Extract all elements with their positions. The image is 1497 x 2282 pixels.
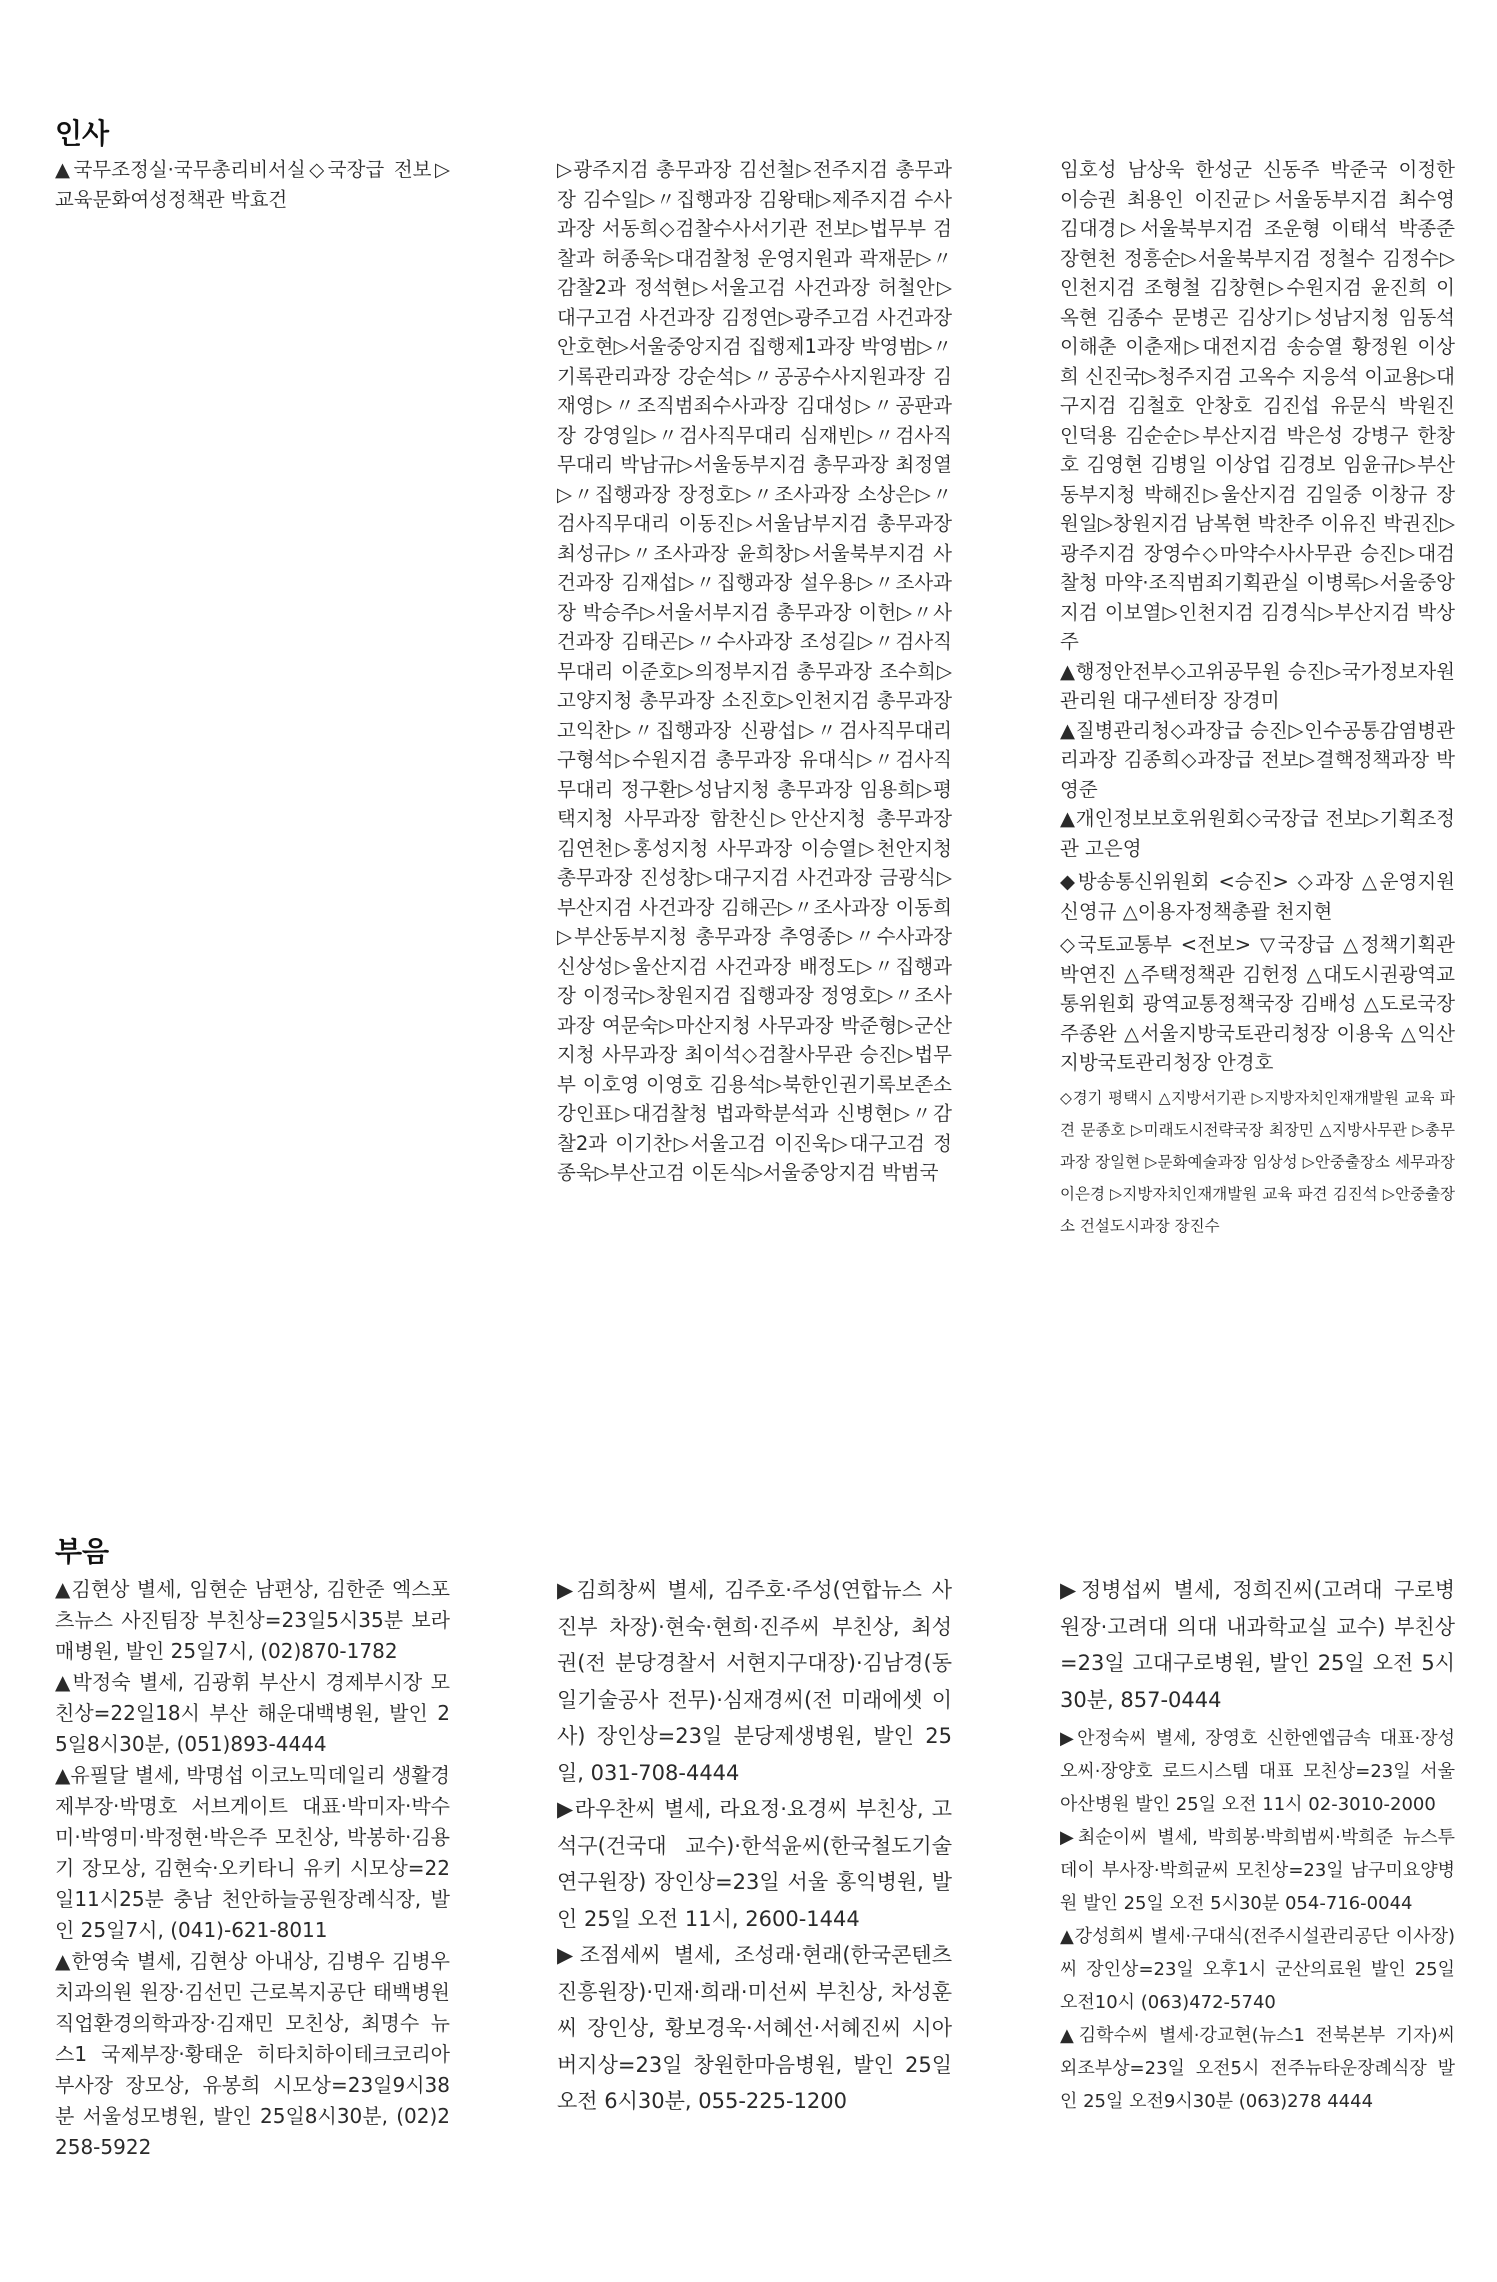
- bueum-entry: ▶정병섭씨 별세, 정희진씨(고려대 구로병원장·고려대 의대 내과학교실 교수) 부친상=23일 고대구로병원, 발인 25일 오전 5시30분, 857-0444: [1060, 1578, 1455, 1712]
- bueum-entry: ▲유필달 별세, 박명섭 이코노믹데일리 생활경제부장·박명호 서브게이트 대표·박미자·박수미·박영미·박정현·박은주 모친상, 박봉하·김용기 장모상, 김현숙·오키타니 유키 시모상=22일11시25분 충남 천안하늘공원장례식장, 발인 25일7시, (041)-621-8011: [55, 1763, 450, 1942]
- bueum-column-3: [1060, 1572, 1455, 2118]
- insa-entry: ▲개인정보보호위원회◇국장급 전보▷기획조정관 고은영: [1060, 807, 1455, 860]
- insa-entry: ◆방송통신위원회 <승진> ◇과장 △운영지원 신영규 △이용자정책총괄 천지현: [1060, 870, 1455, 923]
- insa-entry: ▷광주지검 총무과장 김선철▷전주지검 총무과장 김수일▷〃집행과장 김왕태▷제주지검 수사과장 서동희◇검찰수사서기관 전보▷법무부 검찰과 허종욱▷대검찰청 운영지원과 곽재문▷〃감찰2과 정석현▷서울고검 사건과장 허철안▷대구고검 사건과장 김정연▷광주고검 사건과장 안호현▷서울중앙지검 집행제1과장 박영범▷〃기록관리과장 강순석▷〃공공수사지원과장 김재영▷〃조직범죄수사과장 김대성▷〃공판과장 강영일▷〃검사직무대리 심재빈▷〃검사직무대리 박남규▷서울동부지검 총무과장 최정열▷〃집행과장 장정호▷〃조사과장 소상은▷〃검사직무대리 이동진▷서울남부지검 총무과장 최성규▷〃조사과장 윤희창▷서울북부지검 사건과장 김재섭▷〃집행과장 설우용▷〃조사과장 박승주▷서울서부지검 총무과장 이헌▷〃사건과장 김태곤▷〃수사과장 조성길▷〃검사직무대리 이준호▷의정부지검 총무과장 조수희▷고양지청 총무과장 소진호▷인천지검 총무과장 고익찬▷〃집행과장 신광섭▷〃검사직무대리 구형석▷수원지검 총무과장 유대식▷〃검사직무대리 정구환▷성남지청 총무과장 임용희▷평택지청 사무과장 함찬신▷안산지청 총무과장 김연천▷홍성지청 사무과장 이승열▷천안지청 총무과장 진성창▷대구지검 사건과장 금광식▷부산지검 사건과장 김해곤▷〃조사과장 이동희▷부산동부지청 총무과장 추영종▷〃수사과장 신상성▷울산지검 사건과장 배정도▷〃집행과장 이정국▷창원지검 집행과장 정영호▷〃조사과장 여문숙▷마산지청 사무과장 박준형▷군산지청 사무과장 최이석◇검찰사무관 승진▷법무부 이호영 이영호 김용석▷북한인권기록보존소 강인표▷대검찰청 법과학분석과 신병현▷〃감찰2과 이기찬▷서울고검 이진욱▷대구고검 정종욱▷부산고검 이돈식▷서울중앙지검 박범국: [557, 158, 952, 1184]
- bueum-column-2: [557, 1572, 952, 2120]
- insa-entry: ▲행정안전부◇고위공무원 승진▷국가정보자원관리원 대구센터장 장경미: [1060, 659, 1455, 712]
- bueum-entry: ▶김희창씨 별세, 김주호·주성(연합뉴스 사진부 차장)·현숙·현희·진주씨 부친상, 최성권(전 분당경찰서 서현지구대장)·김남경(동일기술공사 전무)·심재경씨(전 미래에셋 이사) 장인상=23일 분당제생병원, 발인 25일, 031-708-4444: [557, 1578, 952, 1785]
- bueum-entry: ▲박정숙 별세, 김광휘 부산시 경제부시장 모친상=22일18시 부산 해운대백병원, 발인 25일8시30분, (051)893-4444: [55, 1670, 450, 1756]
- bueum-entry: ▶최순이씨 별세, 박희봉·박희범씨·박희준 뉴스투데이 부사장·박희균씨 모친상=23일 남구미요양병원 발인 25일 오전 5시30분 054-716-0044: [1060, 1827, 1455, 1914]
- bueum-entry: ▲김현상 별세, 임현순 남편상, 김한준 엑스포츠뉴스 사진팀장 부친상=23일5시35분 보라매병원, 발인 25일7시, (02)870-1782: [55, 1577, 450, 1663]
- section-title-insa: 인사: [55, 117, 110, 150]
- bueum-entry: ▲강성희씨 별세·구대식(전주시설관리공단 이사장)씨 장인상=23일 오후1시 군산의료원 발인 25일 오전10시 (063)472-5740: [1060, 1926, 1455, 2013]
- insa-entry: ▲질병관리청◇과장급 승진▷인수공통감염병관리과장 김종희◇과장급 전보▷결핵정책과장 박영준: [1060, 718, 1455, 801]
- bueum-entry: ▶안정숙씨 별세, 장영호 신한엔엡금속 대표·장성오씨·장양호 로드시스템 대표 모친상=23일 서울아산병원 발인 25일 오전 11시 02-3010-2000: [1060, 1728, 1455, 1815]
- bueum-column-1: [55, 1574, 450, 2163]
- insa-entry: ▲국무조정실·국무총리비서실◇국장급 전보▷교육문화여성정책관 박효건: [55, 158, 450, 211]
- bueum-entry: ▲김학수씨 별세·강교현(뉴스1 전북본부 기자)씨 외조부상=23일 오전5시 전주뉴타운장례식장 발인 25일 오전9시30분 (063)278 4444: [1060, 2025, 1455, 2112]
- bueum-entry: ▶조점세씨 별세, 조성래·현래(한국콘텐츠진흥원장)·민재·희래·미선씨 부친상, 차성훈씨 장인상, 황보경욱·서혜선·서혜진씨 시아버지상=23일 창원한마음병원, 발인 25일 오전 6시30분, 055-225-1200: [557, 1943, 952, 2113]
- insa-entry: ◇국토교통부 <전보> ▽국장급 △정책기획관 박연진 △주택정책관 김헌정 △대도시권광역교통위원회 광역교통정책국장 김배성 △도로국장 주종완 △서울지방국토관리청장 이용욱 △익산지방국토관리청장 안경호: [1060, 933, 1455, 1074]
- insa-entry: 임호성 남상욱 한성군 신동주 박준국 이정한 이승권 최용인 이진균▷서울동부지검 최수영 김대경▷서울북부지검 조운형 이태석 박종준 장현천 정흥순▷서울북부지검 정철수 김정수▷인천지검 조형철 김창현▷수원지검 윤진희 이옥현 김종수 문병곤 김상기▷성남지청 임동석 이해춘 이춘재▷대전지검 송승열 황정원 이상희 신진국▷청주지검 고옥수 지응석 이교용▷대구지검 김철호 안창호 김진섭 유문식 박원진 인덕용 김순순▷부산지검 박은성 강병구 한창호 김영현 김병일 이상업 김경보 임윤규▷부산동부지청 박해진▷울산지검 김일중 이창규 장원일▷창원지검 남복현 박찬주 이유진 박권진▷광주지검 장영수◇마약수사사무관 승진▷대검찰청 마약·조직범죄기획관실 이병록▷서울중앙지검 이보열▷인천지검 김경식▷부산지검 박상주: [1060, 158, 1455, 653]
- insa-column-1: [55, 155, 450, 214]
- insa-entry: ◇경기 평택시 △지방서기관 ▷지방자치인재개발원 교육 파견 문종호 ▷미래도시전략국장 최장민 △지방사무관 ▷총무과장 장일현 ▷문화예술과장 임상성 ▷안중출장소 세무과장 이은경 ▷지방자치인재개발원 교육 파견 김진석 ▷안중출장소 건설도시과장 장진수: [1060, 1088, 1455, 1235]
- bueum-entry: ▲한영숙 별세, 김현상 아내상, 김병우 김병우치과의원 원장·김선민 근로복지공단 태백병원 직업환경의학과장·김재민 모친상, 최명수 뉴스1 국제부장·황태운 히타치하이테크코리아 부사장 장모상, 유봉희 시모상=23일9시38분 서울성모병원, 발인 25일8시30분, (02)2258-5922: [55, 1949, 450, 2159]
- insa-column-2: [557, 155, 952, 1188]
- bueum-entry: ▶라우찬씨 별세, 라요정·요경씨 부친상, 고석구(건국대 교수)·한석윤씨(한국철도기술연구원장) 장인상=23일 서울 홍익병원, 발인 25일 오전 11시, 2600-1444: [557, 1797, 952, 1931]
- section-title-bueum: 부음: [55, 1535, 110, 1568]
- insa-column-3: [1060, 155, 1455, 1242]
